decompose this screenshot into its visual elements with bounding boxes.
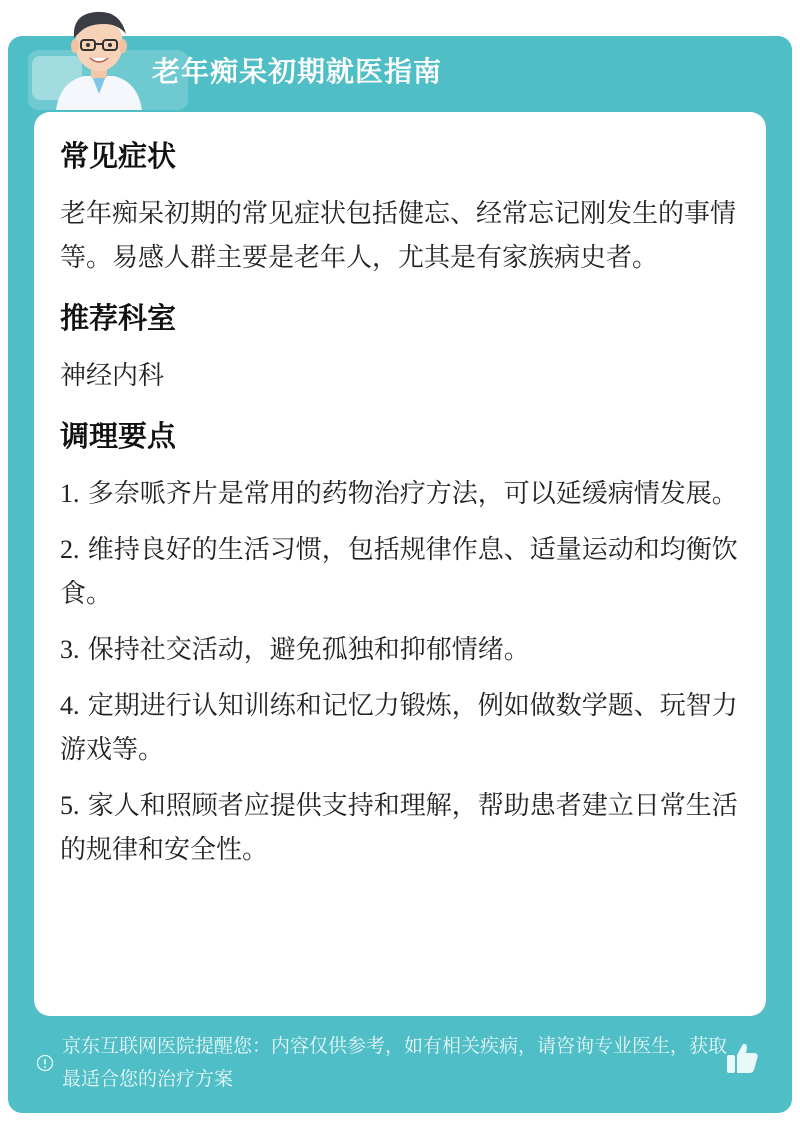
symptoms-heading: 常见症状 [60,139,177,173]
list-item-text: 家人和照顾者应提供支持和理解，帮助患者建立日常生活的规律和安全性。 [60,791,738,865]
list-item-number: 1. [60,479,80,508]
list-item-text: 定期进行认知训练和记忆力锻炼，例如做数学题、玩智力游戏等。 [60,691,738,765]
disclaimer-text: 京东互联网医院提醒您：内容仅供参考，如有相关疾病，请咨询专业医生，获取最适合您的治疗方案 [62,1035,728,1090]
list-item-text: 多奈哌齐片是常用的药物治疗方法，可以延缓病情发展。 [79,479,738,509]
list-item-text: 维持良好的生活习惯，包括规律作息、适量运动和均衡饮食。 [60,535,738,609]
department-heading: 推荐科室 [60,301,177,335]
list-item-text: 保持社交活动，避免孤独和抑郁情绪。 [79,635,530,665]
care-tips-list [60,472,740,872]
list-item [60,684,740,772]
list-item [60,528,740,616]
list-item-number: 5. [60,791,80,820]
symptoms-text: 老年痴呆初期的常见症状包括健忘、经常忘记刚发生的事情等。易感人群主要是老年人，尤其是有家族病史者。 [60,199,737,273]
list-item [60,784,740,872]
department-text: 神经内科 [60,361,165,391]
list-item [60,472,740,516]
list-item-number: 2. [60,535,80,564]
list-item [60,628,740,672]
thumbs-up-icon[interactable] [724,1040,760,1076]
list-item-number: 4. [60,691,80,720]
page-title: 老年痴呆初期就医指南 [152,55,443,88]
doctor-avatar-icon [46,4,152,110]
content-card [34,112,766,1016]
info-icon [36,1054,54,1072]
care-heading: 调理要点 [60,419,177,453]
list-item-number: 3. [60,635,80,664]
